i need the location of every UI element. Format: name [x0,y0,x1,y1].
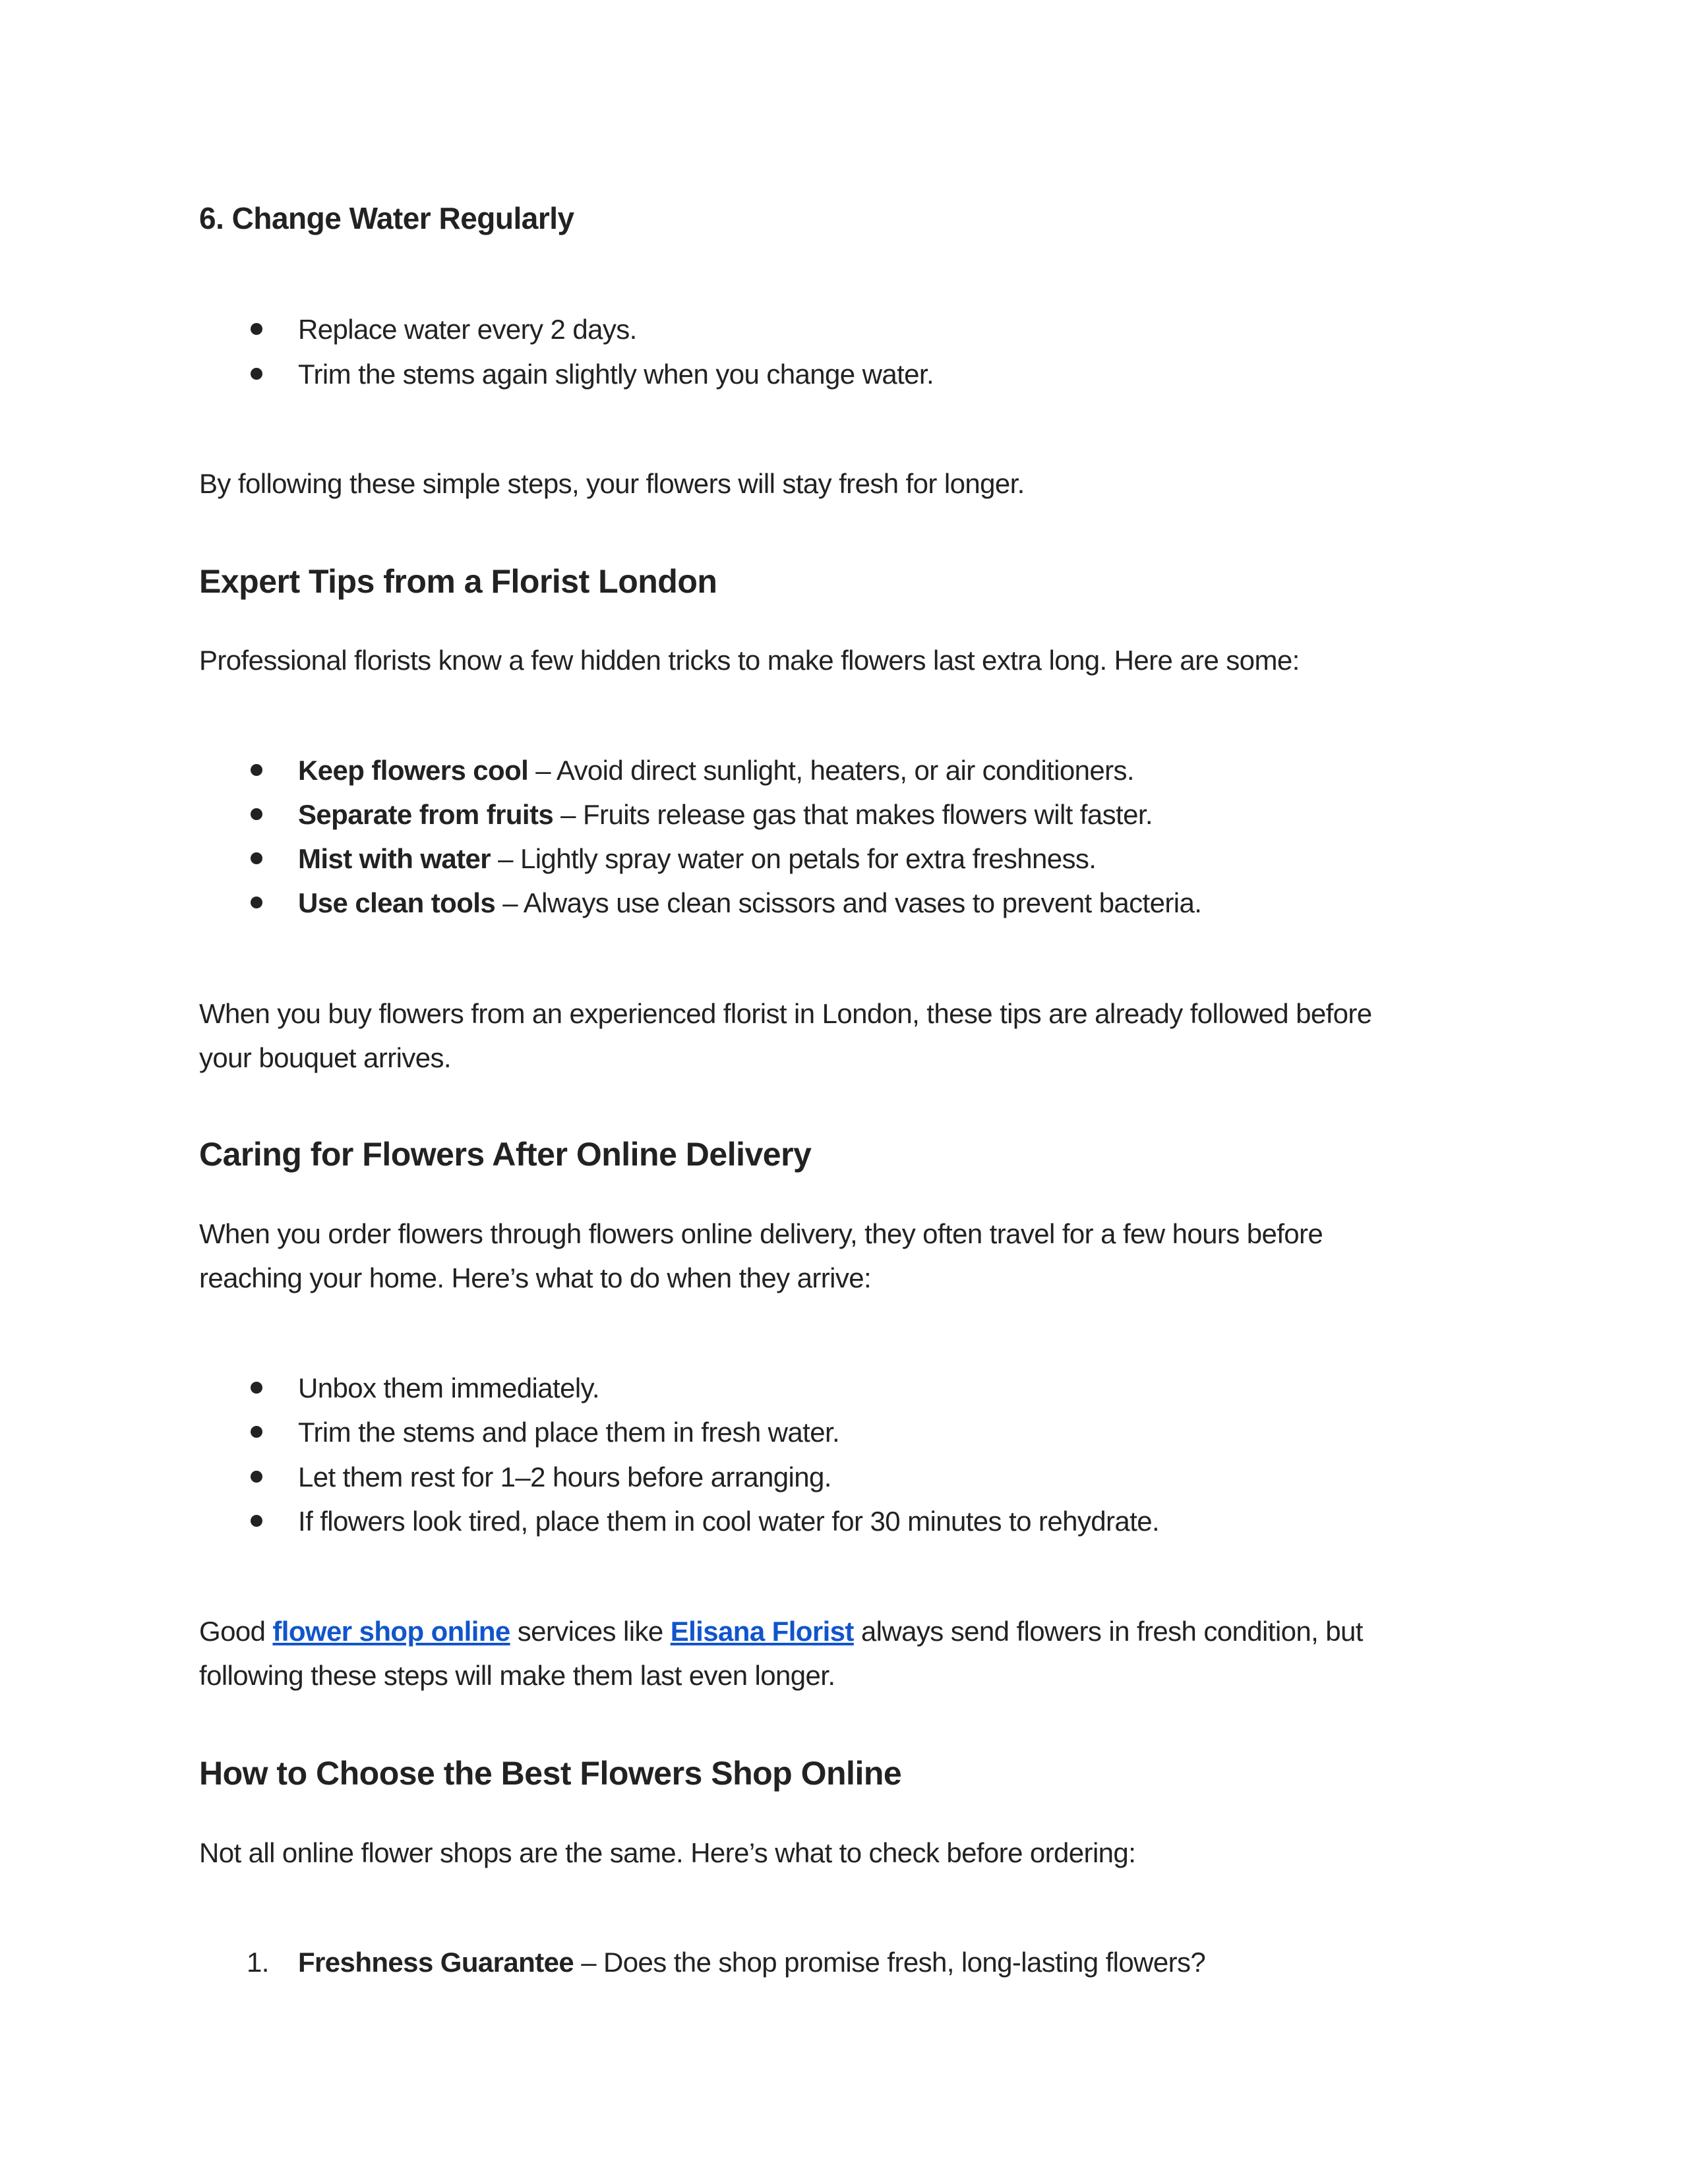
paragraph: When you buy flowers from an experienced florist in London, these tips are already followed before your bouquet arrives. [199,998,1372,1073]
section-heading: Expert Tips from a Florist London [199,563,717,600]
paragraph: When you order flowers through flowers online delivery, they often travel for a few hours before reaching your home. Here’s what to do when they arrive: [199,1218,1323,1293]
bullet-icon [251,852,262,864]
bullet-icon [251,1426,262,1438]
bullet-icon [251,897,262,908]
bullet-icon [251,368,262,380]
bullet-icon [251,1515,262,1527]
elisana-florist-link[interactable]: Elisana Florist [670,1616,854,1647]
section-heading: 6. Change Water Regularly [199,201,574,235]
bullet-icon [251,1471,262,1483]
flower-shop-online-link[interactable]: flower shop online [272,1616,510,1647]
bullet-icon [251,764,262,776]
bullet-icon [251,323,262,335]
bullet-icon [251,1382,262,1394]
paragraph: Not all online flower shops are the same. Here’s what to check before ordering: [199,1837,1136,1868]
section-heading: How to Choose the Best Flowers Shop Online [199,1755,902,1792]
paragraph: By following these simple steps, your flowers will stay fresh for longer. [199,468,1025,499]
section-heading: Caring for Flowers After Online Delivery [199,1136,812,1173]
paragraph: Professional florists know a few hidden tricks to make flowers last extra long. Here are some: [199,645,1300,676]
bullet-icon [251,808,262,820]
paragraph: Good flower shop online services like Elisana Florist always send flowers in fresh condition, but following these steps will make them last even longer. [199,1616,1363,1691]
